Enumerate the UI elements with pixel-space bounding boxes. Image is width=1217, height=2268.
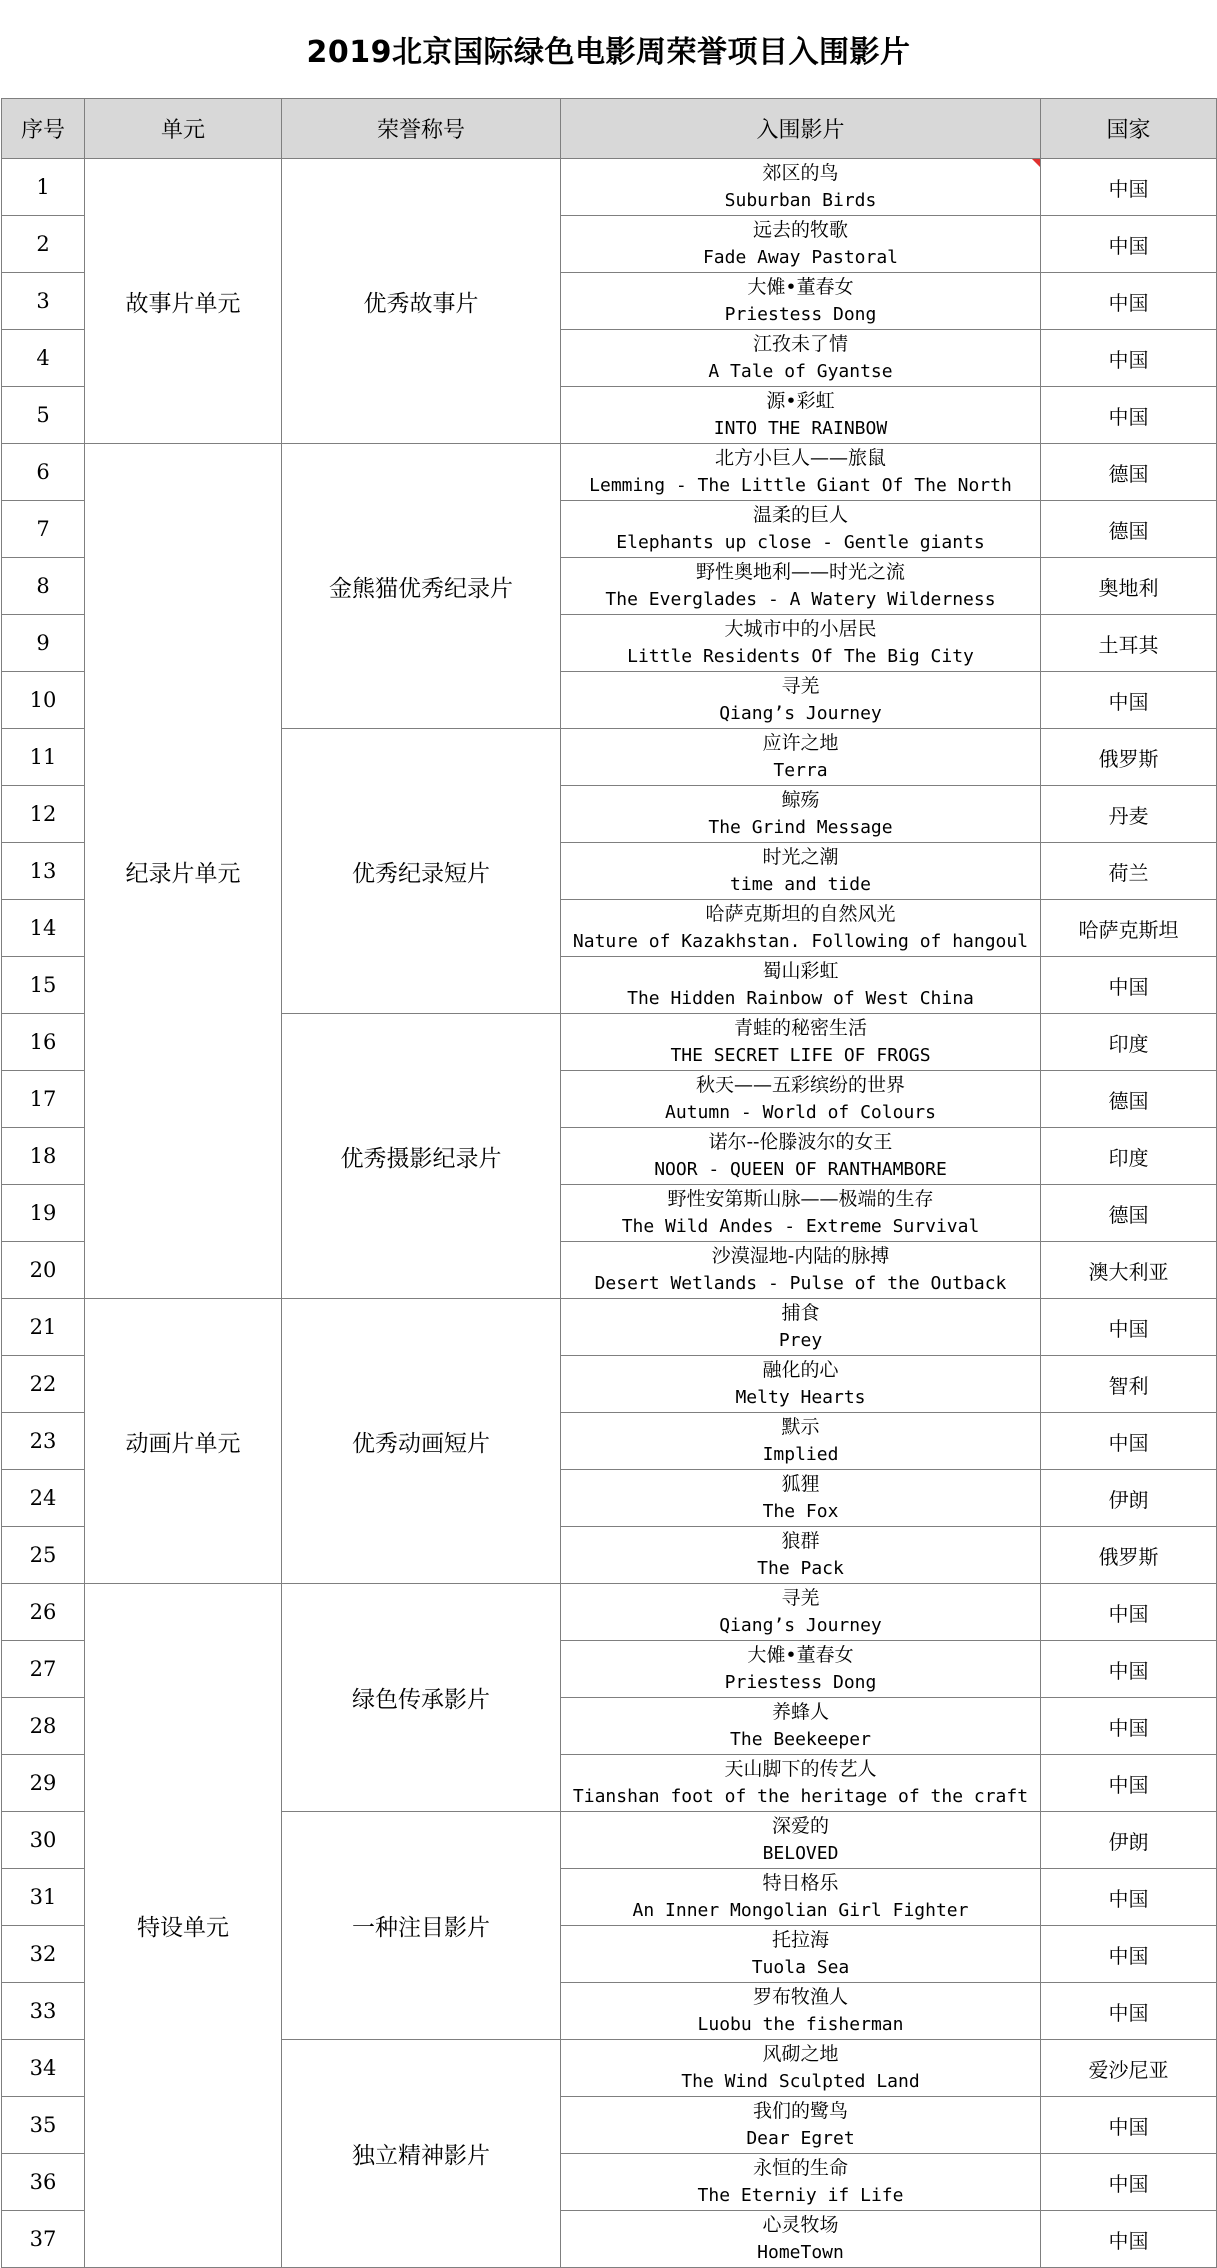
row-index: 18 <box>2 1128 85 1185</box>
film-title-chinese: 郊区的鸟 <box>762 162 839 184</box>
film-title-english: BELOVED <box>762 1843 839 1864</box>
table-row <box>2 1299 1217 1356</box>
film-cell <box>561 159 1041 216</box>
film-cell <box>561 957 1041 1014</box>
country-cell: 印度 <box>1041 1014 1217 1071</box>
film-title-chinese: 远去的牧歌 <box>752 219 848 241</box>
film-title-english: Tianshan foot of the heritage of the craft <box>572 1786 1029 1807</box>
film-title-english: INTO THE RAINBOW <box>713 418 888 439</box>
country-cell: 中国 <box>1041 1926 1217 1983</box>
film-title-chinese: 应许之地 <box>762 732 839 754</box>
row-index: 35 <box>2 2097 85 2154</box>
country-cell: 德国 <box>1041 444 1217 501</box>
film-cell <box>561 786 1041 843</box>
film-title-english: Qiang’s Journey <box>719 1615 882 1636</box>
row-index: 23 <box>2 1413 85 1470</box>
film-cell <box>561 1356 1041 1413</box>
film-cell <box>561 1698 1041 1755</box>
honor-cell: 优秀动画短片 <box>282 1299 561 1584</box>
row-index: 34 <box>2 2040 85 2097</box>
country-cell: 中国 <box>1041 1698 1217 1755</box>
row-index: 22 <box>2 1356 85 1413</box>
film-title-english: Prey <box>778 1330 823 1351</box>
country-cell: 中国 <box>1041 1869 1217 1926</box>
row-index: 3 <box>2 273 85 330</box>
row-index: 36 <box>2 2154 85 2211</box>
film-title-english: Little Residents Of The Big City <box>627 646 974 667</box>
film-title-chinese: 永恒的生命 <box>752 2157 848 2179</box>
film-title-chinese: 鲸殇 <box>781 789 820 811</box>
country-cell: 德国 <box>1041 1071 1217 1128</box>
country-cell: 中国 <box>1041 2154 1217 2211</box>
row-index: 32 <box>2 1926 85 1983</box>
row-index: 14 <box>2 900 85 957</box>
country-cell: 俄罗斯 <box>1041 729 1217 786</box>
film-title-english: HomeTown <box>757 2242 844 2263</box>
film-title-english: A Tale of Gyantse <box>708 361 893 382</box>
header-index: 序号 <box>2 99 85 159</box>
film-title-chinese: 北方小巨人——旅鼠 <box>714 447 886 469</box>
film-title-chinese: 罗布牧渔人 <box>752 1986 848 2008</box>
row-index: 31 <box>2 1869 85 1926</box>
film-title-chinese: 寻羌 <box>781 675 820 697</box>
row-index: 13 <box>2 843 85 900</box>
film-title-chinese: 融化的心 <box>762 1359 839 1381</box>
film-cell <box>561 843 1041 900</box>
film-cell <box>561 1527 1041 1584</box>
film-title-english: The Wind Sculpted Land <box>681 2071 920 2092</box>
film-title-chinese: 青蛙的秘密生活 <box>733 1017 867 1039</box>
honor-cell: 优秀摄影纪录片 <box>282 1014 561 1299</box>
country-cell: 中国 <box>1041 1755 1217 1812</box>
honor-cell: 一种注目影片 <box>282 1812 561 2040</box>
film-cell <box>561 2154 1041 2211</box>
film-title-english: THE SECRET LIFE OF FROGS <box>670 1045 931 1066</box>
film-title-chinese: 养蜂人 <box>771 1701 829 1723</box>
unit-cell: 纪录片单元 <box>85 444 282 1299</box>
film-title-chinese: 托拉海 <box>771 1929 829 1951</box>
film-title-chinese: 蜀山彩虹 <box>762 960 839 982</box>
header-country: 国家 <box>1041 99 1217 159</box>
country-cell: 澳大利亚 <box>1041 1242 1217 1299</box>
country-cell: 德国 <box>1041 501 1217 558</box>
country-cell: 中国 <box>1041 1413 1217 1470</box>
table-row <box>2 1584 1217 1641</box>
film-title-english: Implied <box>762 1444 839 1465</box>
country-cell: 奥地利 <box>1041 558 1217 615</box>
country-cell: 中国 <box>1041 2211 1217 2268</box>
film-title-chinese: 大傩•董春女 <box>747 1644 854 1666</box>
film-title-english: The Hidden Rainbow of West China <box>627 988 974 1009</box>
film-cell <box>561 1242 1041 1299</box>
country-cell: 哈萨克斯坦 <box>1041 900 1217 957</box>
film-title-chinese: 源•彩虹 <box>766 390 835 412</box>
film-cell <box>561 1185 1041 1242</box>
film-cell <box>561 1584 1041 1641</box>
film-title-chinese: 沙漠湿地-内陆的脉搏 <box>711 1245 890 1267</box>
film-title-chinese: 哈萨克斯坦的自然风光 <box>705 903 896 925</box>
film-title-english: Nature of Kazakhstan. Following of hangoul <box>572 931 1029 952</box>
row-index: 28 <box>2 1698 85 1755</box>
country-cell: 中国 <box>1041 1983 1217 2040</box>
country-cell: 爱沙尼亚 <box>1041 2040 1217 2097</box>
row-index: 26 <box>2 1584 85 1641</box>
film-title-english: Autumn - World of Colours <box>665 1102 936 1123</box>
film-title-chinese: 深爱的 <box>771 1815 829 1837</box>
honor-cell: 绿色传承影片 <box>282 1584 561 1812</box>
film-title-english: The Grind Message <box>708 817 893 838</box>
row-index: 21 <box>2 1299 85 1356</box>
row-index: 16 <box>2 1014 85 1071</box>
film-title-chinese: 心灵牧场 <box>762 2214 839 2236</box>
country-cell: 中国 <box>1041 1299 1217 1356</box>
film-title-english: Melty Hearts <box>735 1387 866 1408</box>
row-index: 9 <box>2 615 85 672</box>
table-row <box>2 159 1217 216</box>
film-cell <box>561 216 1041 273</box>
film-cell <box>561 2097 1041 2154</box>
film-title-english: Elephants up close - Gentle giants <box>616 532 985 553</box>
country-cell: 中国 <box>1041 387 1217 444</box>
film-title-english: NOOR - QUEEN OF RANTHAMBORE <box>654 1159 947 1180</box>
unit-cell: 特设单元 <box>85 1584 282 2268</box>
unit-cell: 故事片单元 <box>85 159 282 444</box>
film-title-chinese: 野性奥地利——时光之流 <box>695 561 905 583</box>
film-title-chinese: 诺尔--伦滕波尔的女王 <box>708 1131 893 1153</box>
film-cell <box>561 729 1041 786</box>
country-cell: 荷兰 <box>1041 843 1217 900</box>
country-cell: 中国 <box>1041 216 1217 273</box>
film-cell <box>561 1983 1041 2040</box>
film-cell <box>561 387 1041 444</box>
unit-cell: 动画片单元 <box>85 1299 282 1584</box>
film-title-english: Fade Away Pastoral <box>702 247 899 268</box>
honor-cell: 独立精神影片 <box>282 2040 561 2268</box>
country-cell: 中国 <box>1041 672 1217 729</box>
row-index: 7 <box>2 501 85 558</box>
film-title-english: The Beekeeper <box>730 1729 871 1750</box>
row-index: 33 <box>2 1983 85 2040</box>
table-row <box>2 444 1217 501</box>
film-title-english: time and tide <box>730 874 871 895</box>
honor-cell: 优秀纪录短片 <box>282 729 561 1014</box>
film-cell <box>561 615 1041 672</box>
country-cell: 中国 <box>1041 1584 1217 1641</box>
country-cell: 俄罗斯 <box>1041 1527 1217 1584</box>
country-cell: 伊朗 <box>1041 1470 1217 1527</box>
film-title-chinese: 江孜未了情 <box>752 333 848 355</box>
header-film: 入围影片 <box>561 99 1041 159</box>
country-cell: 中国 <box>1041 957 1217 1014</box>
nominated-films-table <box>1 98 1217 2268</box>
film-title-english: Priestess Dong <box>724 304 877 325</box>
row-index: 19 <box>2 1185 85 1242</box>
row-index: 1 <box>2 159 85 216</box>
row-index: 5 <box>2 387 85 444</box>
film-cell <box>561 444 1041 501</box>
film-cell <box>561 2211 1041 2268</box>
film-cell <box>561 1071 1041 1128</box>
row-index: 27 <box>2 1641 85 1698</box>
film-title-english: Qiang’s Journey <box>719 703 882 724</box>
country-cell: 中国 <box>1041 1641 1217 1698</box>
film-title-chinese: 大傩•董春女 <box>747 276 854 298</box>
film-title-english: Terra <box>773 760 828 781</box>
row-index: 29 <box>2 1755 85 1812</box>
row-index: 12 <box>2 786 85 843</box>
film-cell <box>561 1926 1041 1983</box>
film-cell <box>561 501 1041 558</box>
country-cell: 中国 <box>1041 273 1217 330</box>
country-cell: 土耳其 <box>1041 615 1217 672</box>
country-cell: 中国 <box>1041 2097 1217 2154</box>
film-title-chinese: 天山脚下的传艺人 <box>724 1758 877 1780</box>
film-cell <box>561 2040 1041 2097</box>
film-cell <box>561 1470 1041 1527</box>
film-title-chinese: 狼群 <box>781 1530 820 1552</box>
country-cell: 伊朗 <box>1041 1812 1217 1869</box>
row-index: 20 <box>2 1242 85 1299</box>
film-cell <box>561 273 1041 330</box>
country-cell: 丹麦 <box>1041 786 1217 843</box>
row-index: 11 <box>2 729 85 786</box>
honor-cell: 金熊猫优秀纪录片 <box>282 444 561 729</box>
page-title: 2019北京国际绿色电影周荣誉项目入围影片 <box>306 35 911 70</box>
film-title-english: Luobu the fisherman <box>697 2014 904 2035</box>
film-title-chinese: 温柔的巨人 <box>752 504 848 526</box>
header-honor: 荣誉称号 <box>282 99 561 159</box>
film-cell <box>561 330 1041 387</box>
film-cell <box>561 1413 1041 1470</box>
comment-marker-icon[interactable] <box>1032 159 1040 167</box>
film-title-chinese: 狐狸 <box>781 1473 820 1495</box>
film-title-english: The Wild Andes - Extreme Survival <box>621 1216 980 1237</box>
film-title-chinese: 时光之潮 <box>762 846 839 868</box>
film-cell <box>561 1299 1041 1356</box>
film-title-chinese: 捕食 <box>781 1302 820 1324</box>
film-title-english: Suburban Birds <box>724 190 877 211</box>
row-index: 4 <box>2 330 85 387</box>
film-title-english: Desert Wetlands - Pulse of the Outback <box>594 1273 1007 1294</box>
country-cell: 智利 <box>1041 1356 1217 1413</box>
film-title-chinese: 野性安第斯山脉——极端的生存 <box>667 1188 934 1210</box>
table-body <box>2 159 1217 2268</box>
film-cell <box>561 1641 1041 1698</box>
film-title-english: Lemming - The Little Giant Of The North <box>589 475 1012 496</box>
film-title-english: The Pack <box>757 1558 844 1579</box>
row-index: 17 <box>2 1071 85 1128</box>
film-title-english: Priestess Dong <box>724 1672 877 1693</box>
film-title-chinese: 特日格乐 <box>762 1872 839 1894</box>
row-index: 6 <box>2 444 85 501</box>
row-index: 2 <box>2 216 85 273</box>
film-cell <box>561 1014 1041 1071</box>
film-title-english: The Fox <box>762 1501 839 1522</box>
film-title-english: The Eterniy if Life <box>697 2185 904 2206</box>
film-cell <box>561 1812 1041 1869</box>
film-title-english: The Everglades - A Watery Wilderness <box>605 589 996 610</box>
film-title-english: Dear Egret <box>746 2128 855 2149</box>
row-index: 15 <box>2 957 85 1014</box>
film-cell <box>561 1755 1041 1812</box>
row-index: 24 <box>2 1470 85 1527</box>
film-cell <box>561 1128 1041 1185</box>
film-title-english: An Inner Mongolian Girl Fighter <box>632 1900 969 1921</box>
film-title-chinese: 默示 <box>781 1416 820 1438</box>
film-cell <box>561 1869 1041 1926</box>
film-cell <box>561 900 1041 957</box>
film-title-chinese: 我们的鹭鸟 <box>752 2100 848 2122</box>
row-index: 37 <box>2 2211 85 2268</box>
country-cell: 中国 <box>1041 330 1217 387</box>
row-index: 30 <box>2 1812 85 1869</box>
film-title-chinese: 秋天——五彩缤纷的世界 <box>695 1074 905 1096</box>
film-title-chinese: 寻羌 <box>781 1587 820 1609</box>
country-cell: 印度 <box>1041 1128 1217 1185</box>
country-cell: 德国 <box>1041 1185 1217 1242</box>
header-unit: 单元 <box>85 99 282 159</box>
honor-cell: 优秀故事片 <box>282 159 561 444</box>
film-cell <box>561 558 1041 615</box>
country-cell: 中国 <box>1041 159 1217 216</box>
row-index: 25 <box>2 1527 85 1584</box>
header-row <box>2 99 1217 159</box>
film-title-chinese: 大城市中的小居民 <box>724 618 877 640</box>
row-index: 10 <box>2 672 85 729</box>
film-cell <box>561 672 1041 729</box>
film-title-chinese: 风砌之地 <box>762 2043 839 2065</box>
film-title-english: Tuola Sea <box>751 1957 850 1978</box>
row-index: 8 <box>2 558 85 615</box>
